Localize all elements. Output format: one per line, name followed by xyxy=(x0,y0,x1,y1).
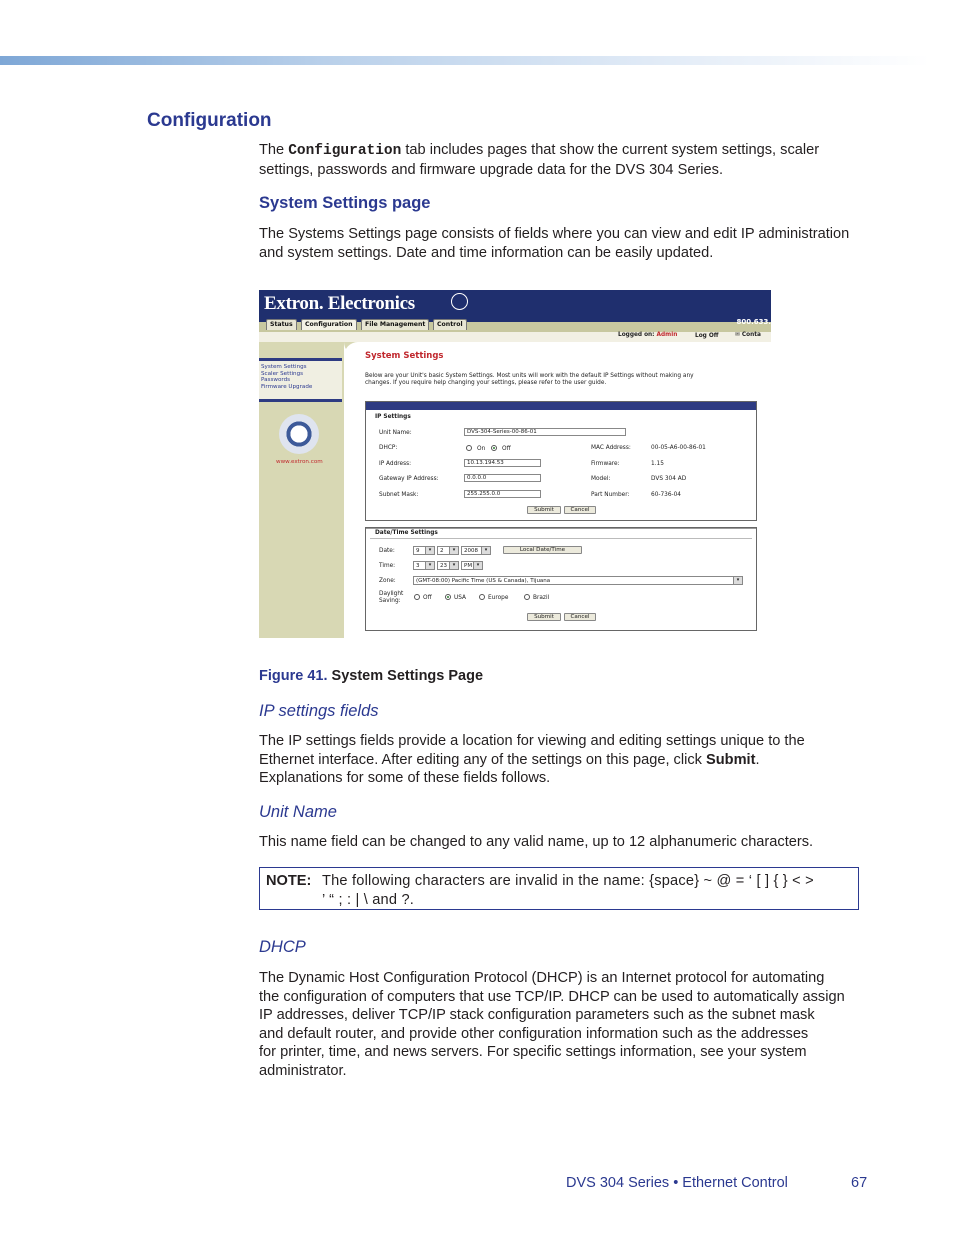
extron-globe-icon xyxy=(451,293,468,310)
note-box xyxy=(259,867,859,910)
chevron-down-icon: ▾ xyxy=(733,577,742,584)
phone-number: 800.633. xyxy=(736,318,771,326)
hour-select[interactable]: 3 ▾ xyxy=(413,561,435,570)
dst-brazil-radio[interactable] xyxy=(524,594,530,600)
chevron-down-icon: ▾ xyxy=(473,562,482,569)
minute-select[interactable]: 23 ▾ xyxy=(437,561,459,570)
ip-address-label: IP Address: xyxy=(379,461,412,467)
section-heading-configuration: Configuration xyxy=(147,110,272,131)
subnet-field[interactable]: 255.255.0.0 xyxy=(464,490,541,498)
model-label: Model: xyxy=(591,476,611,482)
subheading-system-settings: System Settings page xyxy=(259,194,431,212)
chevron-down-icon: ▾ xyxy=(481,547,490,554)
envelope-icon: ✉ xyxy=(735,332,742,338)
extron-url[interactable]: www.extron.com xyxy=(276,459,323,465)
note-label: NOTE: xyxy=(266,873,312,889)
ip-settings-title: IP Settings xyxy=(375,414,411,420)
day-select[interactable]: 2 ▾ xyxy=(437,546,459,555)
system-settings-screenshot xyxy=(259,290,771,638)
dhcp-on-radio[interactable] xyxy=(466,445,472,451)
logged-on-status: Logged on: Admin xyxy=(618,332,678,338)
intro-paragraph: The Configuration tab includes pages that show the current system settings, scaler settings, passwords and firmware upgrade data for the DVS 304 Series. xyxy=(259,142,820,178)
figure-caption: Figure 41. System Settings Page xyxy=(259,668,484,684)
page-title: System Settings xyxy=(365,351,444,361)
service-seal-icon xyxy=(279,414,319,454)
chevron-down-icon: ▾ xyxy=(425,562,434,569)
date-label: Date: xyxy=(379,548,395,554)
dhcp-label: DHCP: xyxy=(379,445,398,451)
subheading-unit-name: Unit Name xyxy=(259,803,337,821)
zone-select[interactable]: (GMT-08:00) Pacific Time (US & Canada), Tijuana ▾ xyxy=(413,576,743,585)
part-number-value: 60-736-04 xyxy=(651,492,682,498)
mac-value: 00-05-A6-00-86-01 xyxy=(651,445,706,451)
tab-file-management[interactable]: File Management xyxy=(361,319,429,330)
daylight-saving-label: Daylight Saving: xyxy=(379,591,404,604)
extron-logo: Extron. Electronics xyxy=(264,293,415,314)
dst-europe-radio[interactable] xyxy=(479,594,485,600)
page-description: Below are your Unit's basic System Settings. Most units will work with the default IP Settings without making any changes. If you require help changing your settings, please refer to the user guide. xyxy=(365,373,694,386)
subheading-dhcp: DHCP xyxy=(259,938,306,956)
ip-fields-paragraph: The IP settings fields provide a location for viewing and editing settings unique to the Ethernet interface. After editing any of the settings on this page, click Submit. Explanations for some of these fields follows. xyxy=(259,733,805,786)
tab-configuration[interactable]: Configuration xyxy=(301,319,357,330)
tab-status[interactable]: Status xyxy=(266,319,297,330)
dst-off-radio[interactable] xyxy=(414,594,420,600)
chevron-down-icon: ▾ xyxy=(449,547,458,554)
log-off-link[interactable]: Log Off xyxy=(695,333,719,339)
side-menu-passwords[interactable]: Passwords xyxy=(261,377,291,383)
system-settings-paragraph: The Systems Settings page consists of fields where you can view and edit IP administration and system settings. Date and time information can be easily updated. xyxy=(259,226,850,261)
gateway-label: Gateway IP Address: xyxy=(379,476,439,482)
unit-name-paragraph: This name field can be changed to any valid name, up to 12 alphanumeric characters. xyxy=(259,834,814,850)
dhcp-off-radio[interactable] xyxy=(491,445,497,451)
month-select[interactable]: 9 ▾ xyxy=(413,546,435,555)
part-number-label: Part Number: xyxy=(591,492,630,498)
time-label: Time: xyxy=(379,563,396,569)
zone-label: Zone: xyxy=(379,578,396,584)
firmware-label: Firmware: xyxy=(591,461,620,467)
unit-name-label: Unit Name: xyxy=(379,430,412,436)
datetime-submit-button[interactable]: Submit xyxy=(527,613,561,621)
contact-link[interactable]: ✉ Conta xyxy=(735,332,761,338)
dst-usa-radio[interactable] xyxy=(445,594,451,600)
year-select[interactable]: 2008 ▾ xyxy=(461,546,491,555)
local-date-time-button[interactable]: Local Date/Time xyxy=(503,546,582,554)
note-text: The following characters are invalid in the name: {space} ~ @ = ‘ [ ] { } < > ’ “ ; : | \ and ?. xyxy=(322,873,814,908)
side-menu xyxy=(259,358,342,402)
footer-title: DVS 304 Series • Ethernet Control xyxy=(566,1175,788,1191)
tab-bar xyxy=(259,322,771,332)
subnet-label: Subnet Mask: xyxy=(379,492,419,498)
tab-control[interactable]: Control xyxy=(433,319,467,330)
subheading-ip-settings-fields: IP settings fields xyxy=(259,702,379,720)
side-menu-system-settings[interactable]: System Settings xyxy=(261,364,307,370)
unit-name-field[interactable]: DVS-304-Series-00-86-01 xyxy=(464,428,626,436)
datetime-settings-box: Date/Time Settings Date: 9 ▾ 2 ▾ 2008 ▾ Local Date/Time Time: 3 ▾ 23 ▾ PM ▾ Zone: (GMT-08:00) Pacific Time (US & Canada), Tijuana ▾ Daylight Saving: Off USA Europe Brazil Submit Cancel xyxy=(365,527,757,631)
chevron-down-icon: ▾ xyxy=(425,547,434,554)
firmware-value: 1.15 xyxy=(651,461,664,467)
submit-keyword: Submit xyxy=(706,751,756,768)
ip-settings-box: IP Settings Unit Name: DVS-304-Series-00-86-01 DHCP: On Off IP Address: 10.13.194.53 Gateway IP Address: 0.0.0.0 Subnet Mask: 255.255.0.0 MAC Address: 00-05-A6-00-86-01 Firmware: 1.15 Model: DVS 304 AD Part Number: 60-736-04 Submit Cancel xyxy=(365,401,757,521)
chevron-down-icon: ▾ xyxy=(449,562,458,569)
code-configuration: Configuration xyxy=(288,143,402,159)
ampm-select[interactable]: PM ▾ xyxy=(461,561,483,570)
model-value: DVS 304 AD xyxy=(651,476,687,482)
side-menu-scaler-settings[interactable]: Scaler Settings xyxy=(261,370,304,377)
page-number: 67 xyxy=(851,1175,868,1191)
side-menu-firmware-upgrade[interactable]: Firmware Upgrade xyxy=(261,383,313,390)
dhcp-paragraph: The Dynamic Host Configuration Protocol (DHCP) is an Internet protocol for automating the configuration of computers that use TCP/IP. DHCP can be used to automatically assign IP addresses, deliver TCP/IP stack configuration parameters such as the subnet mask and default router, and provide other configuration information such as the addresses for printer, time, and news servers. For specific settings information, see your system administrator. xyxy=(259,970,845,1079)
gateway-field[interactable]: 0.0.0.0 xyxy=(464,474,541,482)
ip-submit-button[interactable]: Submit xyxy=(527,506,561,514)
top-accent-bar xyxy=(0,56,930,65)
datetime-cancel-button[interactable]: Cancel xyxy=(564,613,596,621)
ip-cancel-button[interactable]: Cancel xyxy=(564,506,596,514)
mac-label: MAC Address: xyxy=(591,445,631,451)
ip-address-field[interactable]: 10.13.194.53 xyxy=(464,459,541,467)
datetime-title: Date/Time Settings xyxy=(375,530,438,536)
